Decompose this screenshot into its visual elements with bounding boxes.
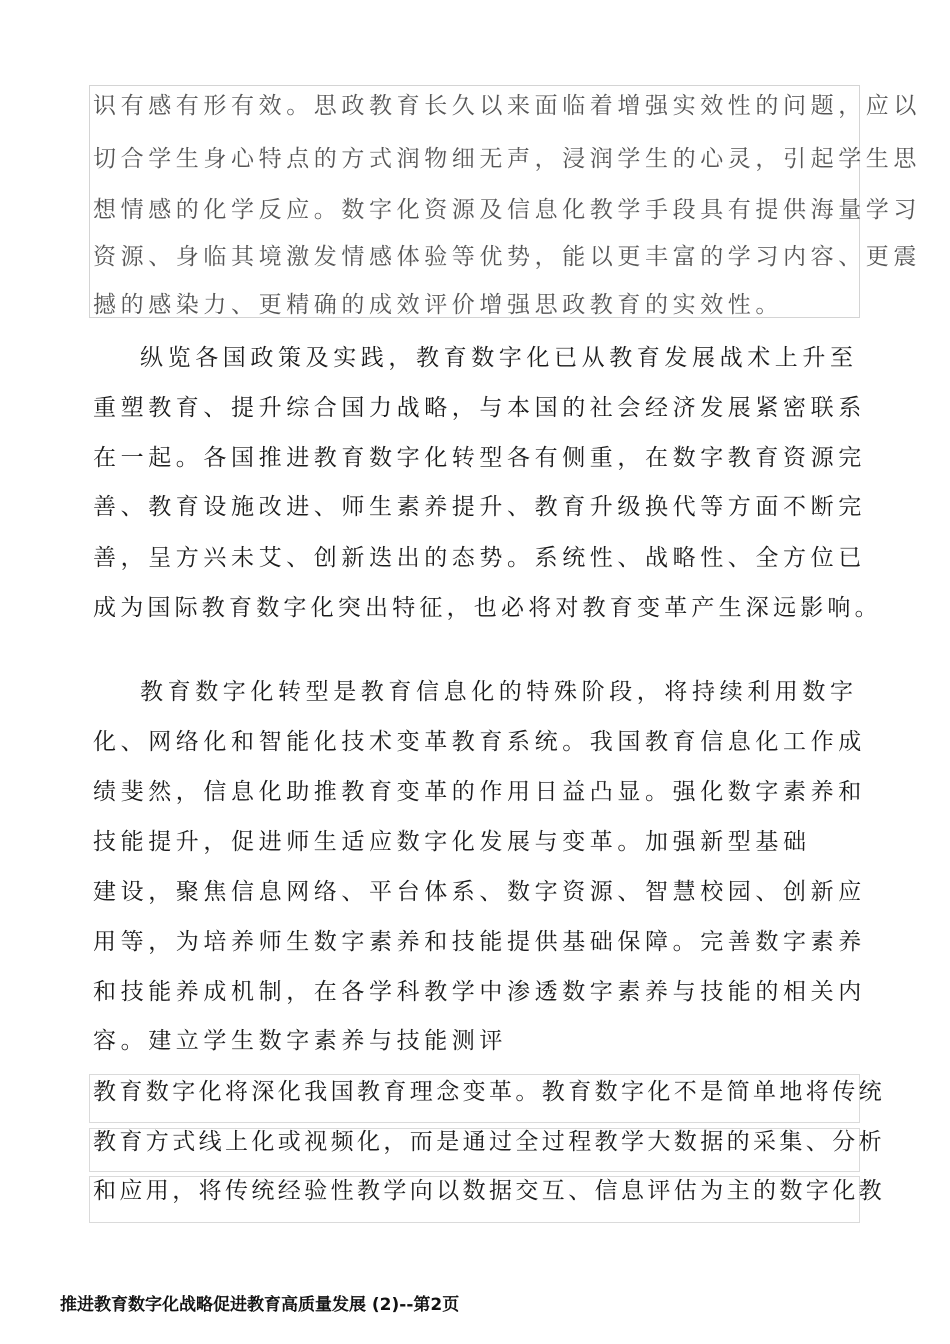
text-line: 绩斐然，信息化助推教育变革的作用日益凸显。强化数字素养和 [93,779,866,805]
text-line: 识有感有形有效。思政教育长久以来面临着增强实效性的问题，应以 [93,93,921,119]
text-line: 教育数字化将深化我国教育理念变革。教育数字化不是简单地将传统 [93,1079,885,1105]
text-line: 技能提升，促进师生适应数字化发展与变革。加强新型基础 [93,829,811,855]
text-line: 教育数字化转型是教育信息化的特殊阶段，将持续利用数字 [140,679,858,705]
text-line: 资源、身临其境激发情感体验等优势，能以更丰富的学习内容、更震 [93,244,921,270]
text-line: 建设，聚焦信息网络、平台体系、数字资源、智慧校园、创新应 [93,879,866,905]
text-line: 容。建立学生数字素养与技能测评 [93,1028,507,1054]
text-line: 和技能养成机制，在各学科教学中渗透数字素养与技能的相关内 [93,979,866,1005]
text-line: 重塑教育、提升综合国力战略，与本国的社会经济发展紧密联系 [93,395,866,421]
text-line: 撼的感染力、更精确的成效评价增强思政教育的实效性。 [93,292,783,318]
text-line: 教育方式线上化或视频化，而是通过全过程教学大数据的采集、分析 [93,1129,885,1155]
text-line: 善，呈方兴未艾、创新迭出的态势。系统性、战略性、全方位已 [93,545,866,571]
text-line: 善、教育设施改进、师生素养提升、教育升级换代等方面不断完 [93,494,866,520]
text-line: 用等，为培养师生数字素养和技能提供基础保障。完善数字素养 [93,929,866,955]
text-line: 化、网络化和智能化技术变革教育系统。我国教育信息化工作成 [93,729,866,755]
text-line: 想情感的化学反应。数字化资源及信息化教学手段具有提供海量学习 [93,197,921,223]
page-footer: 推进教育数字化战略促进教育高质量发展 (2)--第2页 [60,1295,460,1315]
text-line: 切合学生身心特点的方式润物细无声，浸润学生的心灵，引起学生思 [93,146,921,172]
text-line: 成为国际教育数字化突出特征，也必将对教育变革产生深远影响。 [93,595,882,621]
text-line: 在一起。各国推进教育数字化转型各有侧重，在数字教育资源完 [93,445,866,471]
text-line: 纵览各国政策及实践，教育数字化已从教育发展战术上升至 [140,345,858,371]
text-line: 和应用，将传统经验性教学向以数据交互、信息评估为主的数字化教 [93,1178,885,1204]
